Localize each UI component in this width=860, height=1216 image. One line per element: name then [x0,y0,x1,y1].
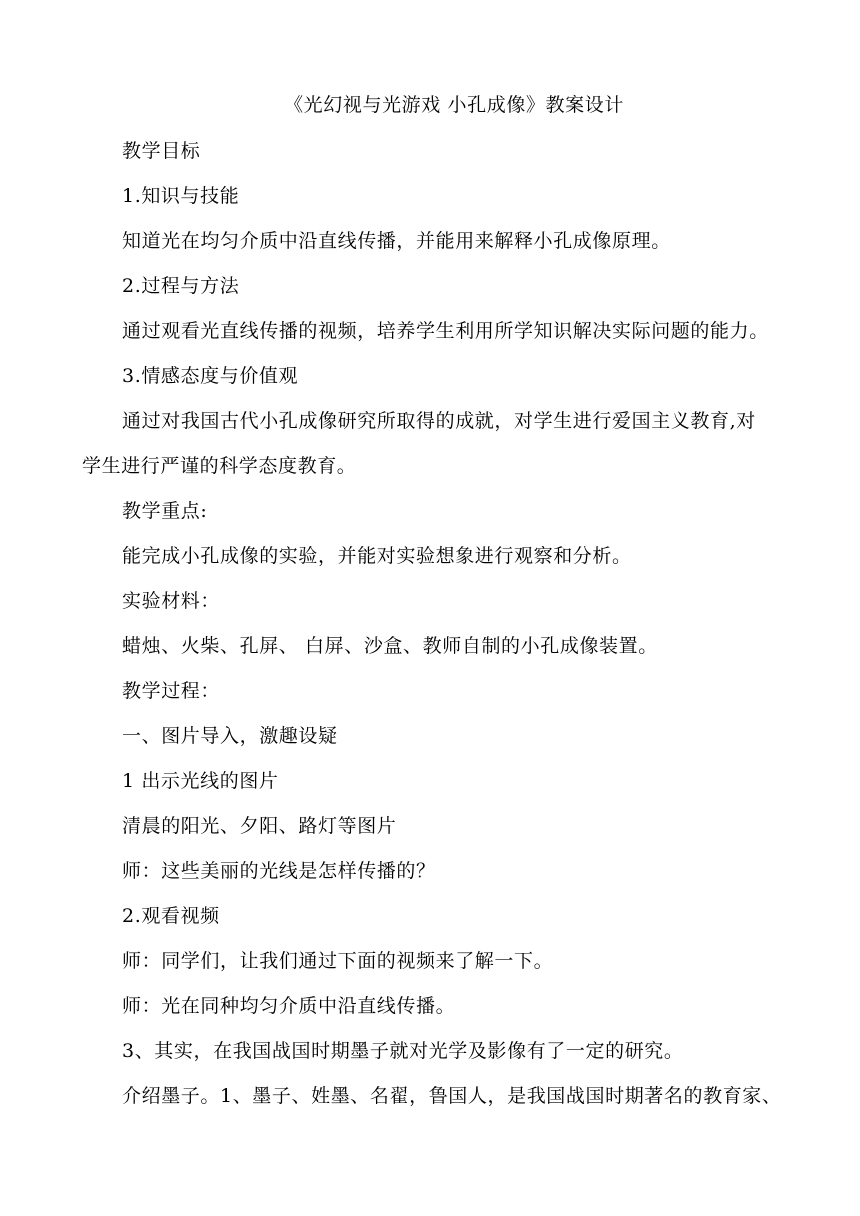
paragraph-step-2: 2.观看视频 [122,905,220,927]
document-title: 《光幻视与光游戏 小孔成像》教案设计 [284,94,624,116]
paragraph-teaching-process: 教学过程： [122,680,221,702]
paragraph-knowledge-skills: 1.知识与技能 [122,185,240,207]
paragraph-teaching-goals: 教学目标 [122,140,201,162]
paragraph-teacher-video: 师：同学们，让我们通过下面的视频来了解一下。 [122,950,554,972]
paragraph-key-points-detail: 能完成小孔成像的实验，并能对实验想象进行观察和分析。 [122,545,632,567]
paragraph-teacher-question: 师：这些美丽的光线是怎样传播的？ [122,860,436,882]
paragraph-step-3: 3、其实，在我国战国时期墨子就对光学及影像有了一定的研究。 [122,1040,684,1062]
paragraph-materials: 实验材料： [122,590,221,612]
paragraph-mozi-intro: 介绍墨子。1、墨子、姓墨、名翟，鲁国人，是我国战国时期著名的教育家、 [122,1085,782,1107]
paragraph-materials-detail: 蜡烛、火柴、孔屏、 白屏、沙盒、教师自制的小孔成像装置。 [122,635,658,657]
paragraph-step-1-detail: 清晨的阳光、夕阳、路灯等图片 [122,815,397,837]
paragraph-step-1: 1 出示光线的图片 [122,770,279,792]
paragraph-knowledge-detail: 知道光在均匀介质中沿直线传播，并能用来解释小孔成像原理。 [122,230,671,252]
paragraph-attitude-detail-1: 通过对我国古代小孔成像研究所取得的成就，对学生进行爱国主义教育,对 [122,410,756,432]
paragraph-key-points: 教学重点: [122,500,208,522]
paragraph-attitude-detail-2: 学生进行严谨的科学态度教育。 [82,455,357,477]
paragraph-section-one: 一、图片导入，激趣设疑 [122,725,338,747]
paragraph-process-method: 2.过程与方法 [122,275,240,297]
paragraph-attitude-values: 3.情感态度与价值观 [122,365,299,387]
paragraph-teacher-conclusion: 师：光在同种均匀介质中沿直线传播。 [122,995,456,1017]
paragraph-process-detail: 通过观看光直线传播的视频，培养学生利用所学知识解决实际问题的能力。 [122,320,769,342]
